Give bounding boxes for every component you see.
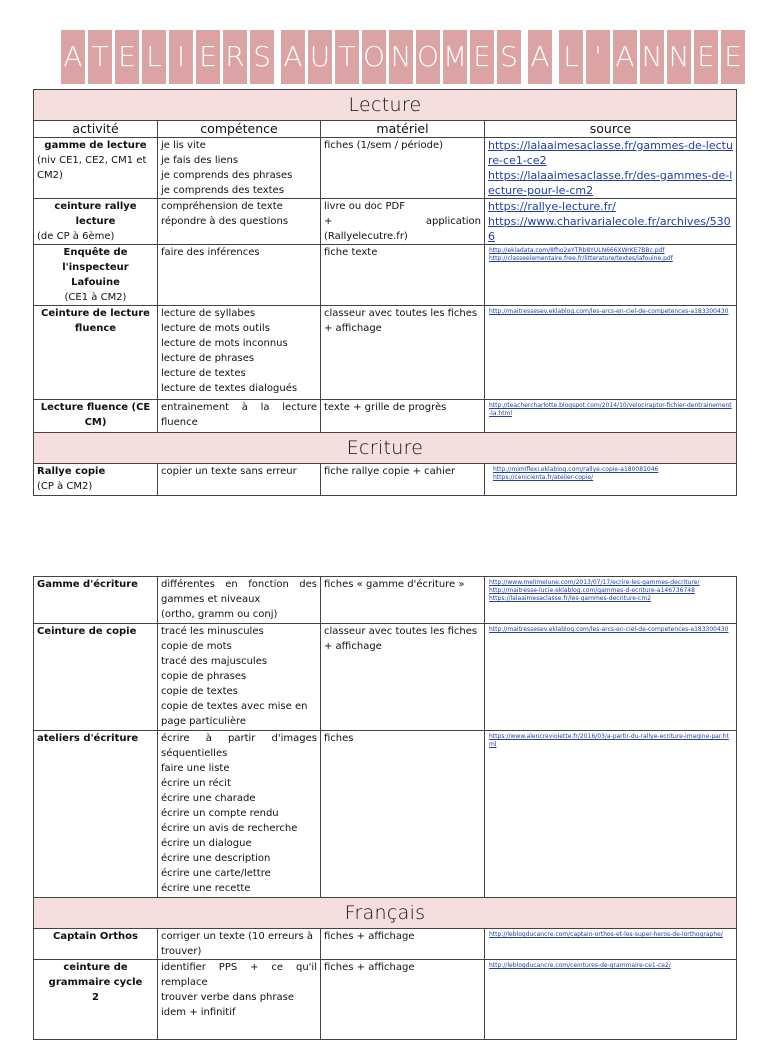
competence-line: copie de textes [161, 686, 238, 697]
materiel-line: classeur avec toutes les fiches [324, 308, 478, 319]
activity-note: (CE1 à CM2) [64, 292, 127, 303]
title-word [528, 30, 552, 84]
activity-cell [34, 731, 158, 898]
competence-line: tracé des majuscules [161, 656, 268, 667]
source-link[interactable]: http://classeelementaire.free.fr/litterature/textes/lafouine.pdf [489, 255, 673, 262]
activity-name: ceinture rallye lecture [54, 201, 137, 227]
competence-line: écrire un récit [161, 778, 231, 789]
competence-line: entrainement à la lecture fluence [161, 402, 317, 428]
materiel-line: + affichage [324, 323, 382, 334]
table-row [34, 306, 737, 400]
column-header-row [34, 121, 737, 138]
source-cell [485, 577, 737, 624]
title-letter: A [281, 30, 305, 84]
table-row [34, 464, 737, 496]
materiel-line: fiches (1/sem / période) [324, 140, 444, 151]
materiel-line: (Rallyelecutre.fr) [324, 231, 408, 242]
competence-line: lecture de mots inconnus [161, 338, 288, 349]
materiel-line: fiches + affichage [324, 931, 415, 942]
activity-cell [34, 306, 158, 400]
table-row [34, 400, 737, 433]
competence-cell [158, 306, 321, 400]
section-title: Français [34, 898, 737, 929]
competence-line: je comprends des textes [161, 185, 284, 196]
materiel-line: texte + grille de progrès [324, 402, 447, 413]
materiel-line: fiches « gamme d'écriture » [324, 579, 465, 590]
title-letter: T [88, 30, 112, 84]
source-link[interactable]: https://rallye-lecture.fr/ [488, 200, 616, 213]
title-letter: A [613, 30, 637, 84]
activity-cell [34, 577, 158, 624]
competence-line: écrire une carte/lettre [161, 868, 271, 879]
source-link[interactable]: http://teachercharlotte.blogspot.com/2014/10/velociraptor-fichier-dentrainement-la.html [489, 402, 732, 417]
ecriture-francais-table [33, 576, 737, 1040]
competence-line: copie de textes avec mise en page particulière [161, 701, 308, 727]
source-link[interactable]: https://www.alencreviolette.fr/2016/03/a-partir-du-rallye-ecriture-imagine-par.html [489, 733, 729, 748]
activity-cell [34, 245, 158, 306]
table-row [34, 245, 737, 306]
competence-cell [158, 929, 321, 960]
source-cell [485, 306, 737, 400]
competence-cell [158, 245, 321, 306]
title-word [559, 30, 745, 84]
title-letter: L [559, 30, 583, 84]
competence-line: je comprends des phrases [161, 170, 293, 181]
activity-name: Rallye copie [37, 466, 106, 477]
activity-name: Captain Orthos [53, 931, 138, 942]
materiel-cell [321, 199, 485, 245]
competence-line: je fais des liens [161, 155, 239, 166]
competence-line: idem + infinitif [161, 1007, 236, 1018]
materiel-line: fiche texte [324, 247, 378, 258]
source-link[interactable]: https://lalaaimesaclasse.fr/des-gammes-de-lecture-pour-le-cm2 [488, 169, 733, 197]
page-title [61, 30, 745, 84]
competence-cell [158, 400, 321, 433]
title-letter: R [223, 30, 247, 84]
activity-name: ceinture de grammaire cycle 2 [48, 962, 143, 1003]
title-word [281, 30, 521, 84]
competence-line: écrire un dialogue [161, 838, 252, 849]
activity-note: (niv CE1, CE2, CM1 et CM2) [37, 155, 147, 181]
source-cell [485, 138, 737, 199]
competence-line: écrire un compte rendu [161, 808, 279, 819]
source-cell [485, 929, 737, 960]
competence-line: copier un texte sans erreur [161, 466, 297, 477]
source-cell [485, 464, 737, 496]
source-cell [485, 624, 737, 731]
competence-cell [158, 731, 321, 898]
source-link[interactable]: http://maitressesev.eklablog.com/les-arcs-en-ciel-de-competences-a183300430 [489, 626, 729, 633]
activity-cell [34, 960, 158, 1040]
materiel-line: fiches + affichage [324, 962, 415, 973]
activity-cell [34, 929, 158, 960]
activity-name: Lecture fluence (CE CM) [40, 402, 151, 428]
table-row [34, 624, 737, 731]
title-letter: T [335, 30, 359, 84]
source-link[interactable]: http://leblogducancre.com/captain-orthos-et-les-super-heros-de-lorthographe/ [489, 931, 723, 938]
title-letter: I [169, 30, 193, 84]
section-header-lecture [34, 90, 737, 121]
source-cell [485, 731, 737, 898]
source-cell [485, 245, 737, 306]
activity-note: (de CP à 6ème) [37, 231, 115, 242]
activity-name: Ceinture de copie [37, 626, 137, 637]
materiel-cell [321, 306, 485, 400]
title-letter: A [61, 30, 85, 84]
competence-cell [158, 464, 321, 496]
header-materiel: matériel [321, 121, 485, 138]
materiel-line: + application [324, 216, 481, 227]
source-link[interactable]: http://maitresse-lucie.eklablog.com/gammes-d-ecriture-a146736748 [489, 587, 695, 594]
section-title: Lecture [34, 90, 737, 121]
source-link[interactable]: https://www.charivarialecole.fr/archives/5306 [488, 215, 731, 243]
activity-name: Ceinture de lecture fluence [41, 308, 150, 334]
title-letter: E [470, 30, 494, 84]
materiel-line: fiches [324, 733, 354, 744]
activity-cell [34, 138, 158, 199]
source-link[interactable]: https://lalaaimesaclasse.fr/les-gammes-decriture-cm2 [489, 595, 652, 602]
title-letter: E [721, 30, 745, 84]
title-letter: N [667, 30, 691, 84]
table-row [34, 929, 737, 960]
activity-name: gamme de lecture [44, 140, 147, 151]
header-source: source [485, 121, 737, 138]
title-letter: A [528, 30, 552, 84]
competence-line: lecture de phrases [161, 353, 255, 364]
activity-cell [34, 400, 158, 433]
table-row [34, 577, 737, 624]
title-letter: S [497, 30, 521, 84]
materiel-cell [321, 400, 485, 433]
title-word [61, 30, 274, 84]
title-letter: ' [586, 30, 610, 84]
title-letter: L [142, 30, 166, 84]
title-letter: E [196, 30, 220, 84]
competence-line: lecture de syllabes [161, 308, 256, 319]
materiel-cell [321, 929, 485, 960]
title-letter: M [443, 30, 467, 84]
materiel-cell [321, 464, 485, 496]
lecture-table [33, 89, 737, 496]
competence-line: compréhension de texte [161, 201, 283, 212]
competence-line: je lis vite [161, 140, 206, 151]
title-letter: E [115, 30, 139, 84]
competence-cell [158, 138, 321, 199]
source-link[interactable]: http://maitressesev.eklablog.com/les-arcs-en-ciel-de-competences-a183300430 [489, 308, 729, 315]
competence-line: lecture de textes [161, 368, 246, 379]
materiel-line: livre ou doc PDF [324, 201, 405, 212]
materiel-line: fiche rallye copie + cahier [324, 466, 456, 477]
activity-cell [34, 199, 158, 245]
materiel-cell [321, 960, 485, 1040]
competence-line: écrire à partir d'images séquentielles [161, 733, 317, 759]
competence-line: identifier PPS + ce qu'il remplace [161, 962, 317, 988]
activity-cell [34, 624, 158, 731]
competence-line: lecture de mots outils [161, 323, 270, 334]
source-link[interactable]: http://mimiflexi.eklablog.com/rallye-copie-a180081046 [493, 466, 659, 473]
materiel-cell [321, 245, 485, 306]
competence-line: copie de mots [161, 641, 232, 652]
table-row [34, 138, 737, 199]
table-row [34, 199, 737, 245]
competence-line: trouver verbe dans phrase [161, 992, 294, 1003]
competence-line: (ortho, gramm ou conj) [161, 609, 278, 620]
competence-line: faire des inférences [161, 247, 260, 258]
competence-line: écrire une description [161, 853, 271, 864]
source-link[interactable]: https://lalaaimesaclasse.fr/gammes-de-lecture-ce1-ce2 [488, 139, 733, 167]
header-activite: activité [34, 121, 158, 138]
source-link[interactable]: http://leblogducancre.com/ceintures-de-grammaire-ce1-ce2/ [489, 962, 671, 969]
competence-line: écrire un avis de recherche [161, 823, 298, 834]
section-header-ecriture [34, 433, 737, 464]
competence-cell [158, 577, 321, 624]
title-letter: O [416, 30, 440, 84]
table-row [34, 731, 737, 898]
title-letter: N [640, 30, 664, 84]
competence-cell [158, 624, 321, 731]
competence-cell [158, 960, 321, 1040]
competence-line: faire une liste [161, 763, 230, 774]
source-cell [485, 960, 737, 1040]
materiel-cell [321, 138, 485, 199]
competence-line: corriger un texte (10 erreurs à trouver) [161, 931, 314, 957]
competence-line: répondre à des questions [161, 216, 289, 227]
materiel-line: classeur avec toutes les fiches + affichage [324, 626, 478, 652]
competence-line: tracé les minuscules [161, 626, 264, 637]
competence-line: différentes en fonction des gammes et niveaux [161, 579, 317, 605]
title-letter: S [250, 30, 274, 84]
materiel-cell [321, 577, 485, 624]
header-competence: compétence [158, 121, 321, 138]
competence-line: lecture de textes dialogués [161, 383, 298, 394]
activity-name: ateliers d'écriture [37, 733, 139, 744]
source-link[interactable]: https://cenicienta.fr/atelier-copie/ [493, 474, 594, 481]
activity-note: (CP à CM2) [37, 481, 93, 492]
activity-cell [34, 464, 158, 496]
source-link[interactable]: http://ekladata.com/8fho2eYTRb8YULN666XWrKE7BBc.pdf [489, 247, 665, 254]
source-cell [485, 199, 737, 245]
title-letter: N [389, 30, 413, 84]
section-title: Ecriture [34, 433, 737, 464]
competence-line: copie de phrases [161, 671, 247, 682]
competence-cell [158, 199, 321, 245]
table-row [34, 960, 737, 1040]
materiel-cell [321, 624, 485, 731]
materiel-cell [321, 731, 485, 898]
activity-name: Gamme d'écriture [37, 579, 138, 590]
competence-line: écrire une charade [161, 793, 256, 804]
title-letter: E [694, 30, 718, 84]
section-header-francais [34, 898, 737, 929]
activity-name: Enquête de l'inspecteur Lafouine [62, 247, 129, 288]
title-letter: O [362, 30, 386, 84]
source-cell [485, 400, 737, 433]
competence-line: écrire une recette [161, 883, 251, 894]
source-link[interactable]: http://www.melimelune.com/2013/07/17/ecrire-les-gammes-decriture/ [489, 579, 700, 586]
title-letter: U [308, 30, 332, 84]
